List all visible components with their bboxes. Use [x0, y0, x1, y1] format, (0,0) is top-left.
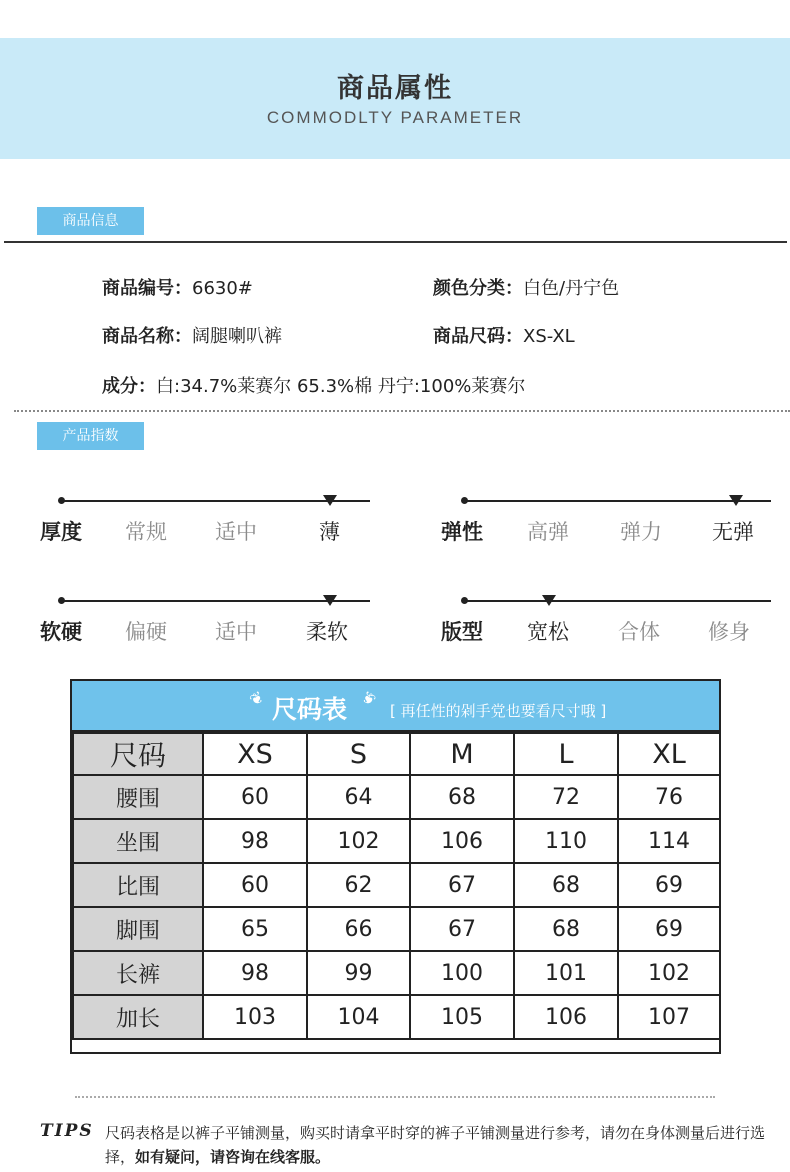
table-cell: 110: [514, 819, 618, 863]
scale-option-selected: 薄: [319, 520, 340, 544]
header-band: [0, 38, 790, 159]
info-item-color: [433, 274, 619, 300]
table-cell: 69: [618, 863, 720, 907]
size-chart-header: [72, 681, 719, 732]
table-cell: 67: [410, 863, 514, 907]
scale-option: 适中: [215, 520, 257, 544]
size-column-header: M: [410, 733, 514, 775]
table-cell: 99: [307, 951, 410, 995]
scale-option-selected: 无弹: [712, 520, 754, 544]
table-cell: 106: [410, 819, 514, 863]
scale-option: 偏硬: [125, 620, 167, 644]
divider: [4, 241, 787, 243]
table-cell: 60: [203, 775, 307, 819]
table-cell: 114: [618, 819, 720, 863]
table-cell: 102: [307, 819, 410, 863]
table-cell: 72: [514, 775, 618, 819]
scale-marker-thickness: [323, 495, 337, 506]
info-value: 白:34.7%莱赛尔 65.3%棉 丹宁:100%莱赛尔: [156, 376, 526, 397]
dotted-divider: [14, 410, 790, 412]
info-value: 白色/丹宁色: [523, 278, 620, 299]
table-cell: 68: [410, 775, 514, 819]
table-row: [73, 775, 720, 819]
page-subtitle: COMMODLTY PARAMETER: [266, 108, 524, 127]
table-cell: 64: [307, 775, 410, 819]
info-label: 商品尺码：: [433, 326, 523, 347]
scale-line-fit: [465, 600, 771, 602]
dotted-divider: [75, 1096, 715, 1098]
table-row: [73, 907, 720, 951]
row-header: 长裤: [73, 951, 203, 995]
scale-marker-fit: [542, 595, 556, 606]
page-title: 商品属性: [337, 73, 453, 104]
table-cell: 68: [514, 863, 618, 907]
section-tag-product-index: 产品指数: [37, 422, 144, 450]
scale-title-fit: 版型: [441, 620, 483, 644]
tips-body: 尺码表格是以裤子平铺测量，购买时请拿平时穿的裤子平铺测量进行参考，请勿在身体测量后进行选择，: [105, 1124, 766, 1166]
info-label: 颜色分类：: [433, 278, 523, 299]
size-column-header: XS: [203, 733, 307, 775]
size-column-header: S: [307, 733, 410, 775]
table-cell: 107: [618, 995, 720, 1039]
table-cell: 68: [514, 907, 618, 951]
row-header: 比围: [73, 863, 203, 907]
scale-option-selected: 宽松: [527, 620, 569, 644]
size-column-header: L: [514, 733, 618, 775]
table-row: [73, 863, 720, 907]
table-cell: 103: [203, 995, 307, 1039]
scale-option: 弹力: [620, 520, 662, 544]
info-item-product-name: [102, 322, 282, 348]
scale-title-elasticity: 弹性: [441, 520, 483, 544]
scale-title-softness: 软硬: [40, 620, 82, 644]
table-cell: 69: [618, 907, 720, 951]
info-label: 商品编号：: [102, 278, 192, 299]
size-table: [72, 732, 721, 1040]
table-row: [73, 951, 720, 995]
scale-title-thickness: 厚度: [40, 520, 82, 544]
info-label: 成分：: [102, 376, 156, 397]
info-item-size-range: [433, 322, 575, 348]
table-cell: 100: [410, 951, 514, 995]
leaf-icon: ❦: [358, 686, 380, 711]
info-item-product-number: [102, 274, 253, 300]
table-cell: 104: [307, 995, 410, 1039]
scale-marker-softness: [323, 595, 337, 606]
table-cell: 102: [618, 951, 720, 995]
table-cell: 65: [203, 907, 307, 951]
info-value: XS-XL: [523, 326, 575, 347]
table-cell: 67: [410, 907, 514, 951]
table-cell: 105: [410, 995, 514, 1039]
info-item-composition: [102, 372, 525, 398]
table-row: [73, 995, 720, 1039]
info-value: 6630#: [192, 278, 253, 299]
scale-line-elasticity: [465, 500, 771, 502]
size-column-header: XL: [618, 733, 720, 775]
tips-label: TIPS: [40, 1121, 94, 1141]
table-cell: 66: [307, 907, 410, 951]
table-cell: 98: [203, 951, 307, 995]
scale-option: 高弹: [527, 520, 569, 544]
table-cell: 62: [307, 863, 410, 907]
table-cell: 101: [514, 951, 618, 995]
info-value: 阔腿喇叭裤: [192, 326, 282, 347]
size-chart-title: 尺码表: [272, 695, 348, 724]
section-tag-product-info: 商品信息: [37, 207, 144, 235]
table-row: [73, 819, 720, 863]
table-header-row: [73, 733, 720, 775]
table-cell: 76: [618, 775, 720, 819]
row-header: 腰围: [73, 775, 203, 819]
row-header: 脚围: [73, 907, 203, 951]
info-label: 商品名称：: [102, 326, 192, 347]
row-header: 坐围: [73, 819, 203, 863]
scale-option: 常规: [125, 520, 167, 544]
leaf-icon: ❦: [246, 686, 268, 711]
row-header: 加长: [73, 995, 203, 1039]
table-cell: 60: [203, 863, 307, 907]
scale-marker-elasticity: [729, 495, 743, 506]
tips-emphasis: 如有疑问，请咨询在线客服。: [135, 1148, 331, 1166]
table-corner-cell: 尺码: [73, 733, 203, 775]
scale-option-selected: 柔软: [306, 620, 348, 644]
size-chart: [70, 679, 721, 1054]
scale-option: 适中: [215, 620, 257, 644]
scale-option: 合体: [618, 620, 660, 644]
tips-text: [105, 1121, 775, 1169]
table-cell: 106: [514, 995, 618, 1039]
size-chart-note: [ 再任性的剁手党也要看尺寸哦 ]: [390, 702, 607, 720]
table-cell: 98: [203, 819, 307, 863]
scale-option: 修身: [708, 620, 750, 644]
